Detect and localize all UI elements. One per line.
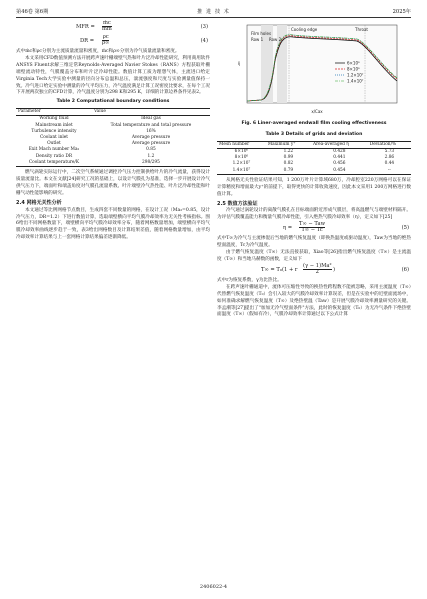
legend-item: 8×10⁶ bbox=[347, 66, 360, 72]
paragraph: 冷气通过涡轮设计的离散气膜孔在目标端面附近形成气膜层，将高温燃气与端壁材料隔开。为评估气膜覆盖能力和衡量气膜冷却性能，引入绝热气膜冷却效率（η），定义如下[25] bbox=[217, 208, 411, 221]
paragraph: 燃气涡轮实际运行中，二次空气系统通过调控冷气压力控制供给叶片的冷气流量，获得设计质量流量比。本文在文献[24]研究工况的基础上，以设计气膜孔为基准，选择一步开展设计冷气供气压力下，端面叶和端盖角度对气膜孔流量系数、叶片端壁冷气热性能、叶片泛冷却性能和叶栅气动性能影响的研究。 bbox=[16, 170, 210, 196]
fraction: $\frac{\text{ṁc}}{\text{ṁm}}$ bbox=[102, 20, 112, 32]
header-year: 2025年 bbox=[392, 9, 411, 15]
table-row: Outlet Average pressure bbox=[47, 141, 171, 147]
y-axis-label: η̄ bbox=[237, 61, 241, 66]
table-row: Working fluid Ideal gas bbox=[39, 116, 161, 122]
figure-6-caption: Fig. 6 Liner-averaged endwall film cooling effectiveness bbox=[241, 121, 387, 126]
legend-item: 6×10⁶ bbox=[347, 60, 360, 66]
section-heading-2-4: 2.4 网格无关性分析 bbox=[16, 199, 62, 206]
table-header: Area-averaged η bbox=[311, 141, 368, 148]
table-header: Maximum y⁺ bbox=[266, 141, 311, 148]
table-row: Coolant temperature/K 298/295 bbox=[16, 160, 210, 167]
header-journal-issue: 第46卷 第6期 bbox=[16, 9, 49, 15]
annotation-film-holes: Film holes bbox=[251, 31, 272, 36]
paragraph: 式中r为恢复系数，γ为比热比。 bbox=[217, 277, 282, 283]
equation-number: (4) bbox=[200, 38, 208, 44]
table-2 bbox=[16, 108, 210, 167]
table-row: Coolant inlet Average pressure bbox=[39, 135, 171, 141]
legend-item: 1.2×10⁷ bbox=[347, 72, 364, 78]
table-row: 1.4×10⁷ 0.79 0.454 -- bbox=[217, 168, 411, 175]
equation-4: DR = $\frac{\rho c}{\rho\infty}$ (4) bbox=[80, 34, 208, 46]
x-axis-label: x/Cax bbox=[311, 109, 323, 114]
table-row: Mainstream inlet Total temperature and total pressure bbox=[35, 122, 192, 128]
table-3-caption: Table 3 Details of grids and deviation bbox=[265, 131, 363, 137]
table-row: 6×10⁶ 1.22 0.428 5.73 bbox=[234, 149, 395, 155]
annotation-throat: Throat bbox=[355, 27, 369, 32]
paragraph: 在跨声速叶栅通道中，流体可压缩性导致的换热性跨程数不能被忽略，采用主流温度（T∞）代替燃气恢复温度（T₀）会引入较大的气膜冷却效率计算误差，但是在实验中的近壁面流场中，如何准确求解燃气恢复温度（T∞）及绝热壁温（Taw）是开展气膜冷却效率测量研究的关键。李孟潮等[27]提出了"加加无冷气壁面条件"方法，此时的恢复温度（T₀）为无冷气条件下绝热壁面温度（T∞）（假如有冷），气膜冷却效率计算通过以下公式计算 bbox=[217, 284, 411, 318]
equation-number: (6) bbox=[401, 266, 409, 273]
paragraph: 式中ṁc和ρc分别为主流质量流量和密度，ṁc和ρ∞分别为冷气质量流量和密度。 bbox=[16, 49, 180, 54]
table-3 bbox=[217, 141, 411, 175]
paragraph: 式中T∞为冷气与主流掺混后当地的燃气恢复温度（即换热温度或驱动温度），Taw为当地的绝热壁面温度，Tc为冷气温度。 bbox=[217, 236, 411, 249]
section-heading-2-5: 2.5 数值方法验证 bbox=[217, 200, 258, 207]
fraction: $\frac{\rho c}{\rho\infty}$ bbox=[102, 34, 110, 46]
table-2-caption: Table 2 Computational boundary conditions bbox=[56, 99, 170, 105]
left-column bbox=[16, 21, 210, 242]
header-rule bbox=[16, 17, 411, 18]
paragraph: 由于燃气恢复温度（T∞）无法直接获取，Xiao等[26]指出燃气恢复温度（T∞）是主流温度（T∞）和当地马赫数的函数，定义如下 bbox=[217, 250, 411, 262]
annotation-row1: Row 1 bbox=[251, 37, 264, 42]
fraction: $\frac{\text{(γ − 1)Ma²}}{2}$ bbox=[303, 262, 332, 275]
table-row: Density ratio DR 1.2 bbox=[35, 153, 155, 159]
equation-number: (5) bbox=[401, 225, 409, 232]
fraction: T∞ − Taw T∞ − Tc bbox=[299, 221, 326, 234]
table-header: Value bbox=[92, 109, 210, 116]
legend-item: 1.4×10⁷ bbox=[347, 78, 364, 84]
equation-6: T∞ = T₀(1 + r $\frac{\text{(γ − 1)Ma²}}{2}$ ) (6) bbox=[261, 262, 409, 275]
table-row: 1.2×10⁷ 0.82 0.456 0.44 bbox=[232, 161, 395, 167]
right-column bbox=[217, 21, 411, 319]
equation-number: (3) bbox=[200, 24, 208, 30]
paragraph: 本文采用CFD数值预测方法开展跨声速叶栅端壁气热和叶片泛冷却性能研究，利用商用软件ANSYS Fluent求解三维定常Reynolds-Averaged Navier Stokes（RANS）方程获取叶栅端壁流动特性，气膜覆盖分布和叶片泛冷却性能。数值计算工质为理想气体，主流进口给定Virginia Tech大学实验中测量的径向分布总温和总压，湍流强度和尺度与实验测量值保持一致。冷气进口给定实验中测量的冷气平均压力，冷气温度满足计算工况密度比要求，在每个工况下开展两次独立的CFD计算，冷气温度分别为298 K和295 K，详细的计算边界条件见表2。 bbox=[16, 55, 210, 96]
header-journal-title: 推 进 技 术 bbox=[197, 9, 230, 15]
table-row: Exit Mach number Ma₂ 0.85 bbox=[28, 147, 156, 153]
table-row: Turbulence intensity 16% bbox=[31, 128, 156, 134]
paragraph: 本文通过等比例网格节点数目，生成四套不同数量的网格，在设计工况（Ma₂=0.85，设计冷气压力，DR=1.2）下进行数值计算，选取端壁横向平均气膜冷却效率为无关性考核指标。图6给出不同网格数量下，端壁横向平均气膜冷却效率分布，随着网格数量增加，端壁横向平均气膜冷却效率曲线逐步趋于一致，表3给出网格数目及计算结果差值，随着网格数量增加，由平均冷却效率计算结果与上一套网格计算结果偏差逐渐降低。 bbox=[16, 207, 210, 241]
annotation-cooling-edge: Cooling edge bbox=[291, 27, 318, 32]
figure-6-plot bbox=[217, 21, 411, 119]
annotation-row2: Row 2 bbox=[269, 37, 282, 42]
page-number: 2406022-4 bbox=[199, 584, 228, 590]
table-header: Parameter bbox=[16, 109, 92, 116]
table-header: Deviation/% bbox=[368, 141, 411, 148]
paragraph: 从网格无关性验证结果可知，1 200万叶片计算域680万，冷却腔室220万网格可以在保证计算精度和增面最大y⁺的前提下，取得更快的计算收敛速度，因此本文采用1 200万网格进行数值计算。 bbox=[217, 177, 411, 197]
table-header: Mesh number bbox=[217, 141, 266, 148]
table-row: 8×10⁶ 0.99 0.441 2.86 bbox=[234, 155, 395, 161]
equation-5: η = T∞ − Taw T∞ − Tc (5) bbox=[283, 221, 409, 234]
equation-3: MFR = $\frac{\text{ṁc}}{\text{ṁm}}$ (3) bbox=[76, 20, 208, 32]
